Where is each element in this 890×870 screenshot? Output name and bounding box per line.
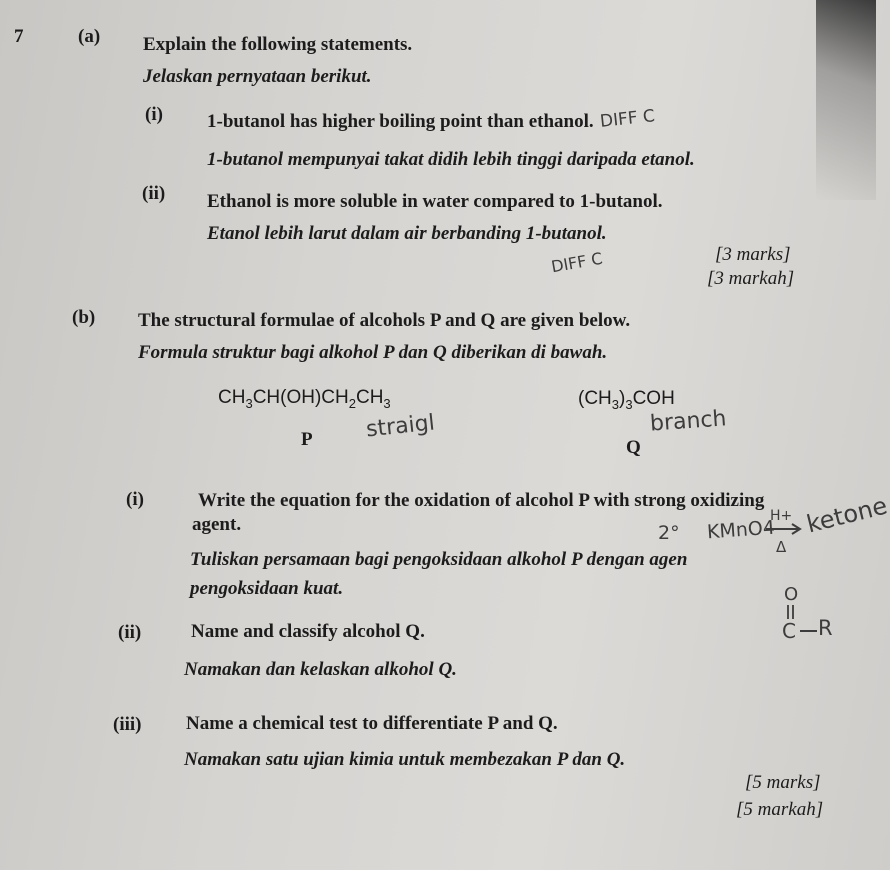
- part-a-i-label: (i): [145, 104, 163, 125]
- handwriting-h-plus: H+: [770, 508, 793, 524]
- handwriting-diff-c-2: DIFF C: [549, 248, 604, 277]
- handwriting-ketone: ketone: [803, 491, 890, 539]
- part-b-iii-ms: Namakan satu ujian kimia untuk membezakan P dan Q.: [184, 749, 626, 770]
- part-a-ii-label: (ii): [142, 183, 166, 204]
- part-b-ii-ms: Namakan dan kelaskan alkohol Q.: [184, 659, 457, 680]
- reaction-arrow-icon: [764, 523, 804, 535]
- part-b-intro-ms: Formula struktur bagi alkohol P dan Q diberikan di bawah.: [138, 342, 608, 363]
- formula-p: $CH_3CH(OH)CH_2CH_3$: [218, 387, 391, 411]
- handwriting-delta: Δ: [776, 538, 787, 556]
- handwriting-branch: branch: [649, 406, 728, 437]
- double-bond-icon: [783, 604, 797, 620]
- part-a-instruction-en: Explain the following statements.: [143, 34, 413, 55]
- part-a-ii-ms: Etanol lebih larut dalam air berbanding 1-butanol.: [207, 223, 607, 244]
- part-a-marks-en: [3 marks]: [715, 244, 791, 265]
- handwriting-carbonyl-c: C: [782, 619, 796, 643]
- part-b-label: (b): [72, 307, 96, 328]
- photo-shadow: [816, 0, 876, 200]
- part-a-marks-ms: [3 markah]: [707, 268, 795, 289]
- part-a-ii-en: Ethanol is more soluble in water compared to 1-butanol.: [207, 191, 663, 212]
- part-b-intro-en: The structural formulae of alcohols P and Q are given below.: [138, 310, 631, 331]
- label-q: Q: [626, 437, 641, 458]
- part-b-i-en-line2: agent.: [192, 514, 242, 535]
- part-b-iii-label: (iii): [113, 714, 142, 735]
- part-b-ii-en: Name and classify alcohol Q.: [191, 621, 425, 642]
- part-b-ii-label: (ii): [118, 622, 142, 643]
- part-a-i-en: 1-butanol has higher boiling point than ethanol.: [207, 111, 594, 132]
- part-b-i-ms-line1: Tuliskan persamaan bagi pengoksidaan alkohol P dengan agen: [190, 549, 688, 570]
- formula-q: $(CH_3)_3COH$: [578, 388, 675, 412]
- part-b-marks-ms: [5 markah]: [736, 799, 824, 820]
- part-a-label: (a): [78, 26, 101, 47]
- label-p: P: [301, 429, 313, 450]
- part-b-marks-en: [5 marks]: [745, 772, 821, 793]
- part-b-i-en-line1: Write the equation for the oxidation of alcohol P with strong oxidizing: [198, 490, 765, 511]
- part-b-iii-en: Name a chemical test to differentiate P and Q.: [186, 713, 558, 734]
- handwriting-2-degree: 2°: [658, 522, 680, 544]
- part-b-i-ms-line2: pengoksidaan kuat.: [190, 578, 344, 599]
- question-number: 7: [14, 26, 24, 47]
- handwriting-carbonyl-o: O: [784, 584, 799, 605]
- part-a-i-ms: 1-butanol mempunyai takat didih lebih tinggi daripada etanol.: [207, 149, 695, 170]
- handwriting-straight: straigl: [364, 410, 436, 443]
- handwriting-carbonyl-r: R: [818, 616, 833, 640]
- handwriting-diff-c-1: DIFF C: [599, 106, 656, 132]
- single-bond-icon: [799, 626, 819, 636]
- part-a-instruction-ms: Jelaskan pernyataan berikut.: [143, 66, 372, 87]
- handwriting-kmno4: KMnO4: [706, 516, 776, 544]
- part-b-i-label: (i): [126, 489, 144, 510]
